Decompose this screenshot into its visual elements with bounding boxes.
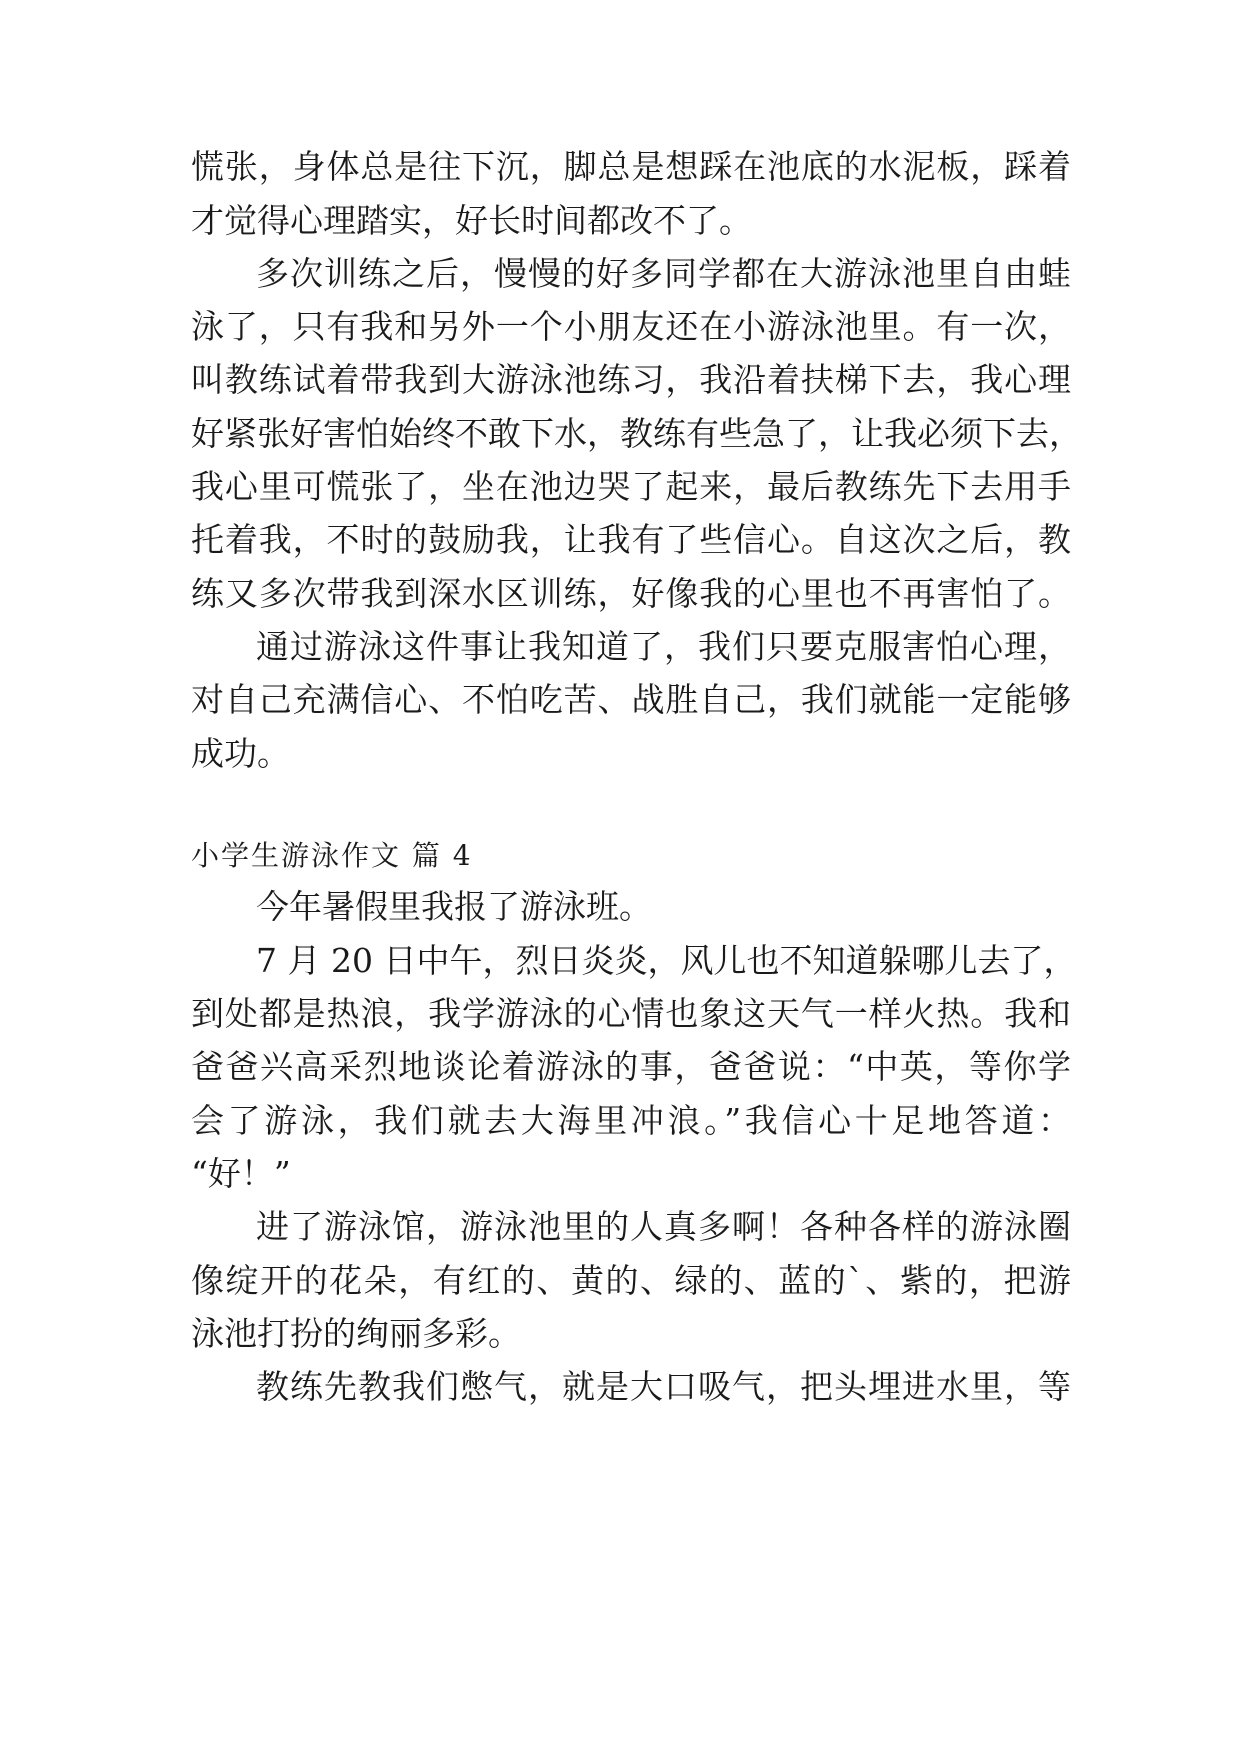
section-heading: 小学生游泳作文 篇 4 xyxy=(191,839,473,872)
text-line: 会了游泳，我们就去大海里冲浪。”我信心十足地答道： xyxy=(191,1101,1071,1140)
text-line: 7 月 20 日中午，烈日炎炎，风儿也不知道躲哪儿去了， xyxy=(256,941,1077,980)
text-line: 进了游泳馆，游泳池里的人真多啊！各种各样的游泳圈 xyxy=(256,1207,1071,1246)
text-line: 通过游泳这件事让我知道了，我们只要克服害怕心理， xyxy=(256,627,1071,666)
text-line: 泳了，只有我和另外一个小朋友还在小游泳池里。有一次， xyxy=(191,307,1071,346)
text-line: 今年暑假里我报了游泳班。 xyxy=(256,887,652,926)
text-line: 托着我，不时的鼓励我，让我有了些信心。自这次之后，教 xyxy=(191,520,1071,559)
text-line: 对自己充满信心、不怕吃苦、战胜自己，我们就能一定能够 xyxy=(191,680,1071,719)
text-line: 练又多次带我到深水区训练，好像我的心里也不再害怕了。 xyxy=(191,574,1071,613)
text-line: 多次训练之后，慢慢的好多同学都在大游泳池里自由蛙 xyxy=(256,254,1071,293)
text-line: 好紧张好害怕始终不敢下水，教练有些急了，让我必须下去， xyxy=(191,414,1082,453)
text-line: 我心里可慌张了，坐在池边哭了起来，最后教练先下去用手 xyxy=(191,467,1071,506)
text-line: 到处都是热浪，我学游泳的心情也象这天气一样火热。我和 xyxy=(191,994,1071,1033)
text-line: “好！” xyxy=(191,1154,291,1193)
text-line: 慌张，身体总是往下沉，脚总是想踩在池底的水泥板，踩着 xyxy=(191,147,1071,186)
text-line: 像绽开的花朵，有红的、黄的、绿的、蓝的`、紫的，把游 xyxy=(191,1261,1071,1300)
text-line: 叫教练试着带我到大游泳池练习，我沿着扶梯下去，我心理 xyxy=(191,360,1071,399)
text-line: 才觉得心理踏实，好长时间都改不了。 xyxy=(191,201,752,240)
text-line: 成功。 xyxy=(191,734,290,773)
text-line: 教练先教我们憋气，就是大口吸气，把头埋进水里，等 xyxy=(256,1367,1071,1406)
text-line: 爸爸兴高采烈地谈论着游泳的事，爸爸说：“中英，等你学 xyxy=(191,1047,1071,1086)
text-line: 泳池打扮的绚丽多彩。 xyxy=(191,1314,521,1353)
